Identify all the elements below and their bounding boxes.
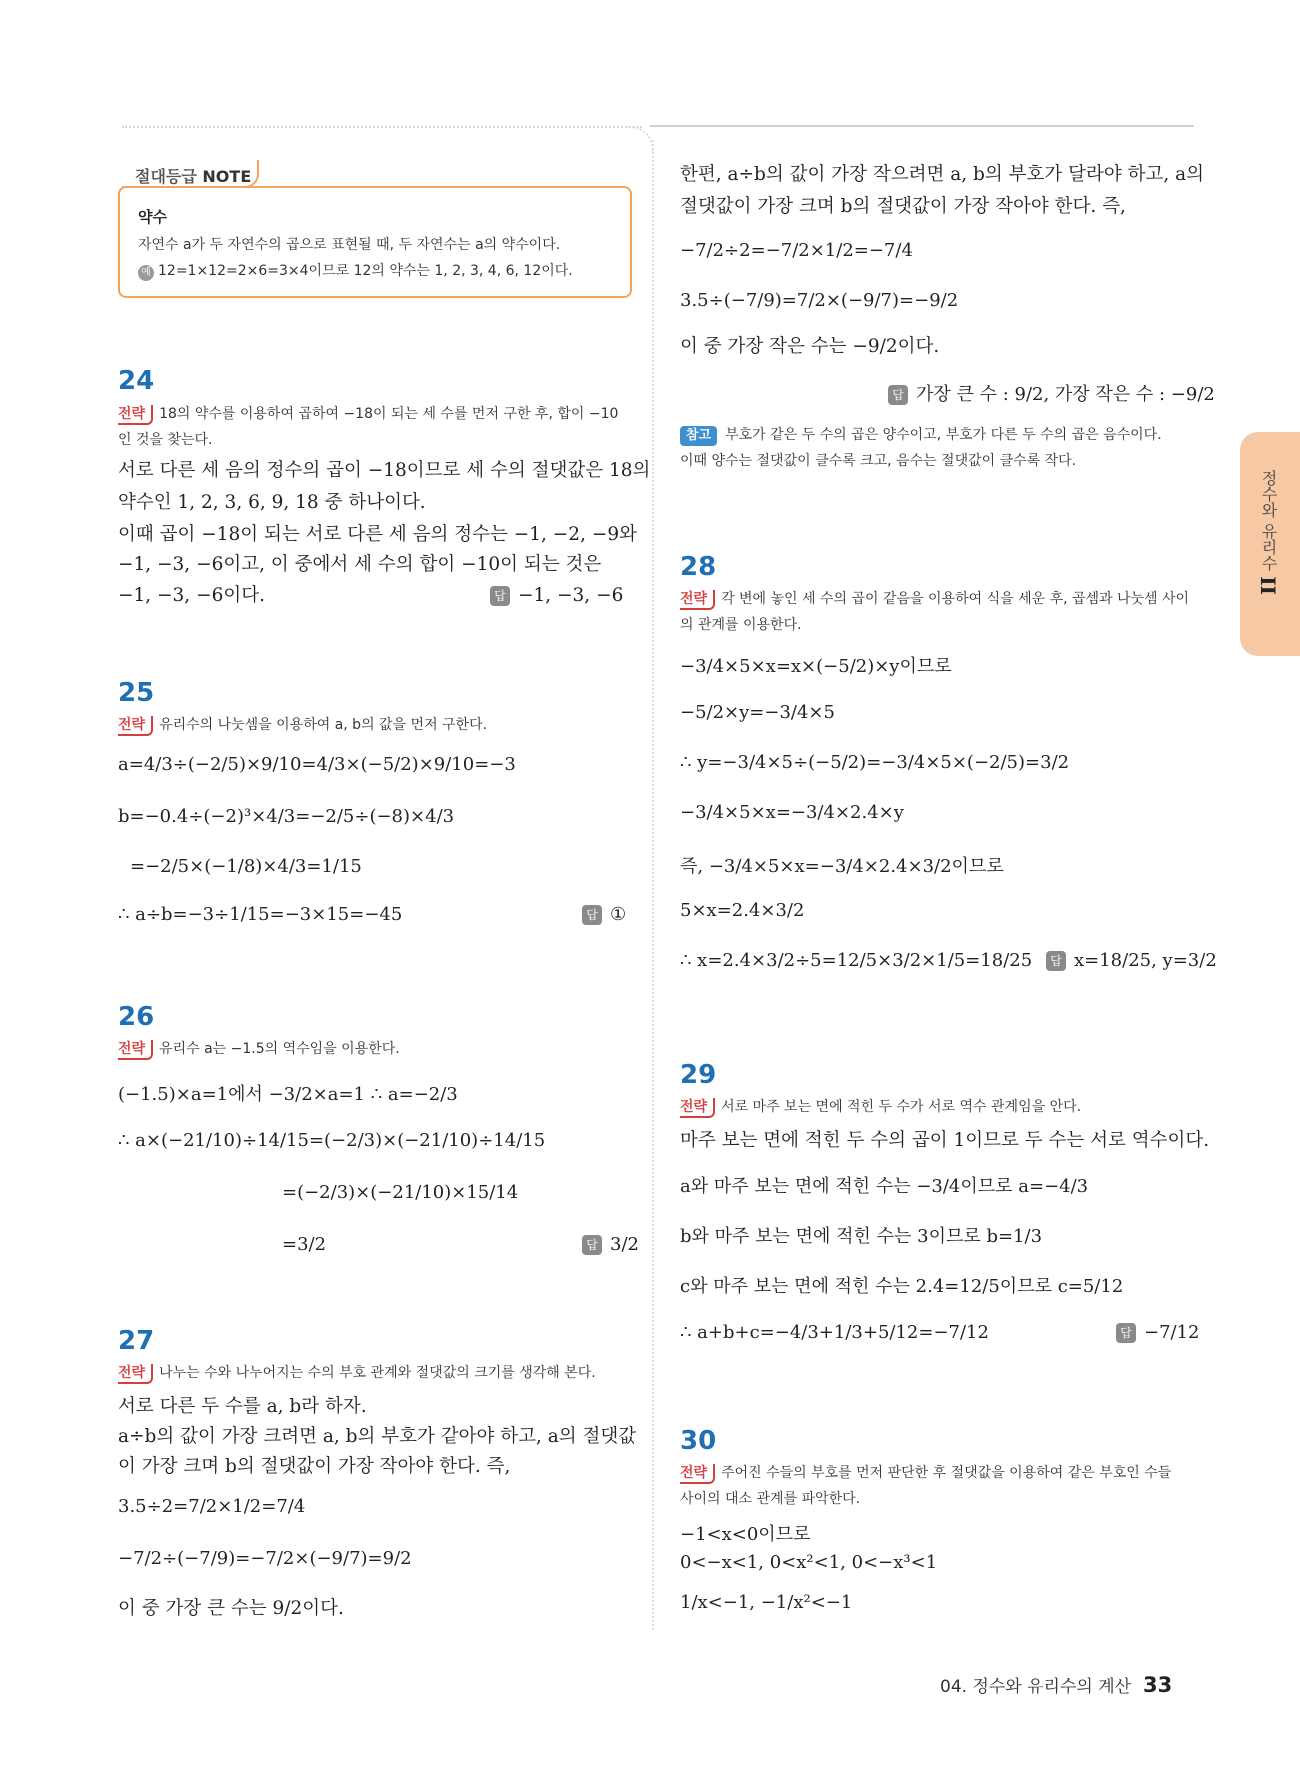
column-divider-corner	[628, 126, 654, 152]
strategy-tag: 전략	[680, 1464, 715, 1484]
problem-30-strategy-text-2: 사이의 대소 관계를 파악한다.	[680, 1491, 861, 1507]
top-rule-right	[650, 125, 1194, 127]
answer-icon: 답	[1116, 1323, 1136, 1343]
note-line-2-text: 12=1×12=2×6=3×4이므로 12의 약수는 1, 2, 3, 4, 6, 12이다.	[158, 263, 573, 279]
problem-28-line-3: ∴ y=−3/4×5÷(−5/2)=−3/4×5×(−2/5)=3/2	[680, 752, 1070, 773]
strategy-tag: 전략	[118, 716, 153, 736]
problem-24-line-1: 서로 다른 세 음의 정수의 곱이 −18이므로 세 수의 절댓값은 18의	[118, 460, 651, 481]
problem-27-reference-2: 이때 양수는 절댓값이 클수록 크고, 음수는 절댓값이 클수록 작다.	[680, 453, 1077, 469]
problem-25-line-2: b=−0.4÷(−2)³×4/3=−2/5÷(−8)×4/3	[118, 806, 455, 827]
problem-28-strategy	[680, 586, 1200, 638]
page-footer	[940, 1672, 1172, 1697]
strategy-tag: 전략	[680, 1098, 715, 1118]
problem-28-answer	[1046, 950, 1217, 971]
note-heading: 약수	[138, 208, 167, 226]
problem-27-line-5: −7/2÷(−7/9)=−7/2×(−9/7)=9/2	[118, 1548, 412, 1569]
answer-icon: 답	[1046, 951, 1066, 971]
problem-28-number: 28	[680, 552, 717, 582]
chapter-numeral: II	[1256, 576, 1280, 595]
problem-25-strategy	[118, 712, 487, 738]
strategy-tag: 전략	[680, 590, 715, 610]
footer-chapter: 04. 정수와 유리수의 계산	[940, 1677, 1132, 1697]
chapter-side-label	[1252, 470, 1280, 595]
problem-27-answer-text: 가장 큰 수 : 9/2, 가장 작은 수 : −9/2	[916, 384, 1215, 405]
problem-29-number: 29	[680, 1060, 717, 1090]
answer-icon: 답	[490, 586, 510, 606]
problem-27-reference-1: 부호가 같은 두 수의 곱은 양수이고, 부호가 다른 두 수의 곱은 음수이다.	[725, 427, 1162, 443]
column-divider	[652, 140, 654, 1630]
answer-icon: 답	[582, 905, 602, 925]
problem-27-reference	[680, 422, 1162, 474]
problem-28-line-7: ∴ x=2.4×3/2÷5=12/5×3/2×1/5=18/25	[680, 950, 1033, 971]
problem-26-answer-text: 3/2	[610, 1234, 639, 1255]
problem-25-line-4: ∴ a÷b=−3÷1/15=−3×15=−45	[118, 904, 403, 925]
problem-25-answer-text: ①	[610, 904, 627, 925]
problem-24-strategy-text-2: 인 것을 찾는다.	[118, 432, 213, 448]
chapter-side-label-text: 정수와 유리수	[1259, 470, 1278, 572]
problem-28-line-2: −5/2×y=−3/4×5	[680, 702, 835, 723]
problem-27-line-6: 이 중 가장 큰 수는 9/2이다.	[118, 1598, 344, 1619]
problem-29-strategy	[680, 1094, 1081, 1120]
strategy-tag: 전략	[118, 1364, 153, 1384]
problem-29-line-3: b와 마주 보는 면에 적힌 수는 3이므로 b=1/3	[680, 1226, 1043, 1247]
strategy-tag: 전략	[118, 405, 153, 425]
problem-30-number: 30	[680, 1426, 717, 1456]
problem-27b-line-1: 한편, a÷b의 값이 가장 작으려면 a, b의 부호가 달라야 하고, a의	[680, 164, 1205, 185]
problem-26-line-3: =(−2/3)×(−21/10)×15/14	[282, 1182, 519, 1203]
problem-26-number: 26	[118, 1002, 155, 1032]
problem-25-number: 25	[118, 678, 155, 708]
problem-28-strategy-text-2: 의 관계를 이용한다.	[680, 617, 802, 633]
problem-28-line-5: 즉, −3/4×5×x=−3/4×2.4×3/2이므로	[680, 856, 1004, 877]
page-number: 33	[1143, 1673, 1173, 1697]
reference-tag: 참고	[680, 426, 717, 446]
problem-25-line-1: a=4/3÷(−2/5)×9/10=4/3×(−5/2)×9/10=−3	[118, 754, 516, 775]
problem-25-answer	[582, 904, 626, 925]
problem-24-answer	[490, 581, 623, 611]
problem-26-line-4: =3/2	[282, 1234, 327, 1255]
problem-27b-line-5: 이 중 가장 작은 수는 −9/2이다.	[680, 336, 940, 357]
problem-30-line-3: 1/x<−1, −1/x²<−1	[680, 1592, 853, 1613]
problem-30-line-2: 0<−x<1, 0<x²<1, 0<−x³<1	[680, 1552, 938, 1573]
problem-27-number: 27	[118, 1326, 155, 1356]
problem-27-line-2: a÷b의 값이 가장 크려면 a, b의 부호가 같아야 하고, a의 절댓값	[118, 1426, 637, 1447]
problem-29-line-5: ∴ a+b+c=−4/3+1/3+5/12=−7/12	[680, 1322, 989, 1343]
answer-icon: 답	[888, 385, 908, 405]
problem-28-answer-text: x=18/25, y=3/2	[1074, 950, 1217, 971]
problem-29-strategy-text: 서로 마주 보는 면에 적힌 두 수가 서로 역수 관계임을 안다.	[721, 1099, 1082, 1115]
problem-26-strategy	[118, 1036, 400, 1062]
problem-27-strategy-text: 나누는 수와 나누어지는 수의 부호 관계와 절댓값의 크기를 생각해 본다.	[159, 1365, 596, 1381]
problem-27-answer	[888, 380, 1215, 406]
problem-26-strategy-text: 유리수 a는 −1.5의 역수임을 이용한다.	[159, 1041, 400, 1057]
note-title-word: NOTE	[202, 167, 252, 186]
problem-24-line-3: 이때 곱이 −18이 되는 서로 다른 세 음의 정수는 −1, −2, −9와	[118, 524, 637, 545]
problem-29-answer-text: −7/12	[1144, 1322, 1200, 1343]
problem-24-line-2: 약수인 1, 2, 3, 6, 9, 18 중 하나이다.	[118, 492, 426, 513]
problem-27b-line-4: 3.5÷(−7/9)=7/2×(−9/7)=−9/2	[680, 290, 959, 311]
problem-26-answer	[582, 1234, 639, 1255]
note-line-2	[138, 260, 573, 281]
answer-icon: 답	[582, 1235, 602, 1255]
note-title-prefix: 절대등급	[135, 167, 197, 186]
problem-25-line-3: =−2/5×(−1/8)×4/3=1/15	[130, 856, 362, 877]
problem-29-line-1: 마주 보는 면에 적힌 두 수의 곱이 1이므로 두 수는 서로 역수이다.	[680, 1130, 1210, 1151]
problem-29-line-4: c와 마주 보는 면에 적힌 수는 2.4=12/5이므로 c=5/12	[680, 1276, 1124, 1297]
problem-28-line-4: −3/4×5×x=−3/4×2.4×y	[680, 802, 904, 823]
top-rule-left	[122, 126, 642, 128]
problem-24-strategy-text-1: 18의 약수를 이용하여 곱하여 −18이 되는 세 수를 먼저 구한 후, 합이 −10	[159, 406, 619, 422]
problem-26-line-2: ∴ a×(−21/10)÷14/15=(−2/3)×(−21/10)÷14/15	[118, 1130, 546, 1151]
problem-28-strategy-text-1: 각 변에 놓인 세 수의 곱이 같음을 이용하여 식을 세운 후, 곱셈과 나눗셈 사이	[721, 591, 1190, 607]
problem-27-line-3: 이 가장 크며 b의 절댓값이 가장 작아야 한다. 즉,	[118, 1456, 511, 1477]
example-icon: 예	[138, 265, 154, 281]
problem-24-number: 24	[118, 366, 155, 396]
note-title	[135, 164, 251, 187]
problem-29-answer	[1116, 1322, 1200, 1343]
strategy-tag: 전략	[118, 1040, 153, 1060]
note-line-1: 자연수 a가 두 자연수의 곱으로 표현될 때, 두 자연수는 a의 약수이다.	[138, 237, 561, 253]
problem-24-answer-text: −1, −3, −6	[518, 585, 624, 606]
note-box	[118, 186, 632, 298]
problem-27b-line-3: −7/2÷2=−7/2×1/2=−7/4	[680, 240, 913, 261]
problem-28-line-1: −3/4×5×x=x×(−5/2)×y이므로	[680, 656, 952, 677]
problem-28-line-6: 5×x=2.4×3/2	[680, 900, 805, 921]
problem-30-strategy	[680, 1460, 1200, 1512]
problem-29-line-2: a와 마주 보는 면에 적힌 수는 −3/4이므로 a=−4/3	[680, 1176, 1089, 1197]
problem-27-line-4: 3.5÷2=7/2×1/2=7/4	[118, 1496, 306, 1517]
problem-27-line-1: 서로 다른 두 수를 a, b라 하자.	[118, 1396, 367, 1417]
problem-30-line-1: −1<x<0이므로	[680, 1524, 811, 1545]
problem-30-strategy-text-1: 주어진 수들의 부호를 먼저 판단한 후 절댓값을 이용하여 같은 부호인 수들	[721, 1465, 1172, 1481]
problem-24-line-4: −1, −3, −6이고, 이 중에서 세 수의 합이 −10이 되는 것은	[118, 554, 602, 575]
problem-27b-line-2: 절댓값이 가장 크며 b의 절댓값이 가장 작아야 한다. 즉,	[680, 196, 1126, 217]
problem-26-line-1: (−1.5)×a=1에서 −3/2×a=1 ∴ a=−2/3	[118, 1084, 458, 1105]
problem-24-line-5: −1, −3, −6이다.	[118, 585, 265, 606]
problem-25-strategy-text: 유리수의 나눗셈을 이용하여 a, b의 값을 먼저 구한다.	[159, 717, 488, 733]
problem-24-strategy	[118, 401, 638, 453]
problem-27-strategy	[118, 1360, 596, 1386]
